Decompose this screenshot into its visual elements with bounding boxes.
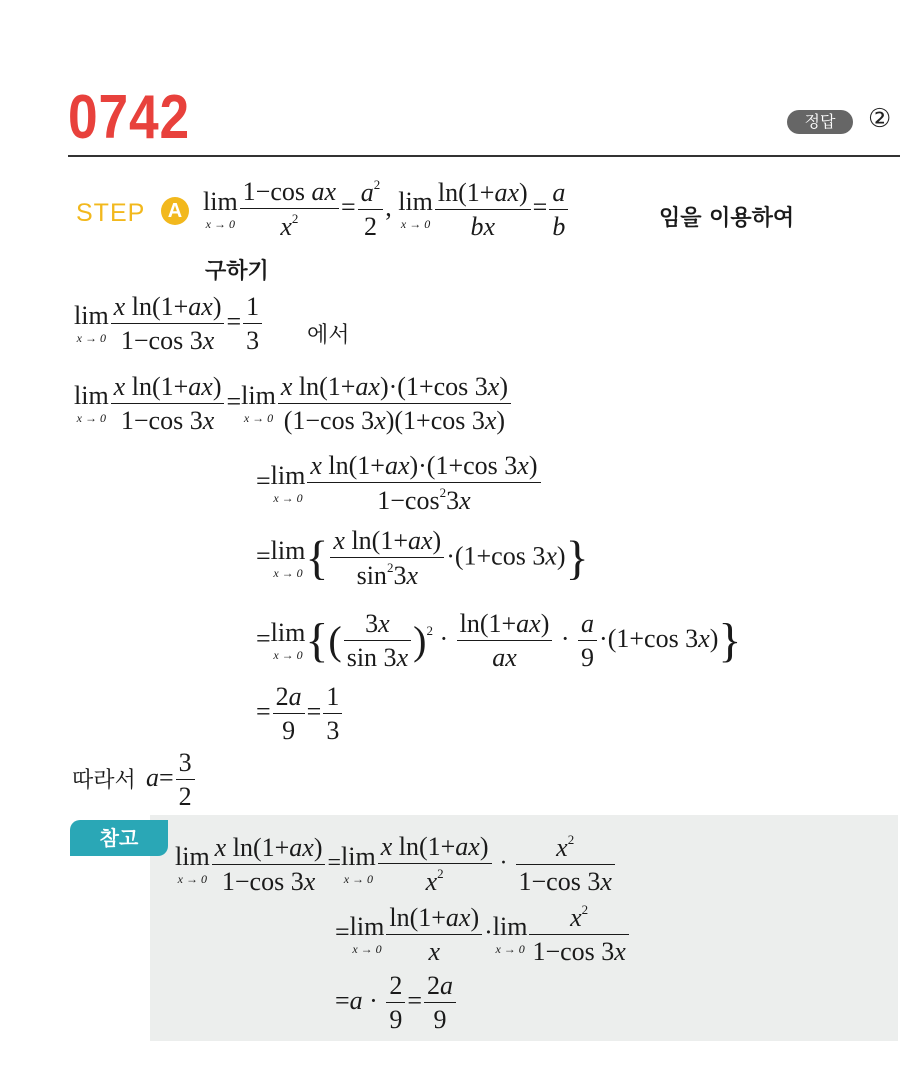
given-equation: lim x → 0 $\frac{\text{x ln(1+ax)}}{1-\cos 3x}$ = $\frac{1}{3}$: [74, 293, 264, 355]
derivation-line-2: = lim x → 0 $\frac{\text{x ln(1+ax)·(1+cos 3x)}}{1-\cos^23x}$: [256, 452, 543, 515]
note-line-2: = lim x → 0 $\frac{\ln(1+ax)}{x}$ · lim x → 0 $\frac{x^2}{1-\cos 3x}$: [335, 903, 631, 966]
derivation-line-4: = lim x → 0 {( $\frac{3x}{\sin 3x}$ )$^2$ · $\frac{\ln(1+ax)}{ax}$ · $\frac{a}{9}$ ·(1+cos 3x)}: [256, 609, 742, 673]
derivation-line-1: lim x → 0 $\frac{\text{x ln(1+ax)}}{1-\cos 3x}$ = lim x → 0 $\frac{\text{x ln(1+ax)·(1+cos 3x)}}{(1-\cos 3x)(1+\cos 3x)}$: [74, 373, 513, 435]
problem-number: 0742: [68, 83, 191, 152]
conclusion-equation: a= $\frac{3}{2}$: [146, 749, 197, 811]
note-tab: 참고: [70, 820, 168, 856]
answer-badge: 정답: [787, 110, 853, 134]
step-title-suffix: 임을 이용하여: [659, 206, 795, 231]
step-label: STEP: [76, 199, 146, 227]
header-divider: [68, 155, 900, 157]
note-line-1: lim x → 0 $\frac{\text{x ln(1+ax)}}{1-\cos 3x}$ = lim x → 0 $\frac{\text{x ln(1+ax)}}{x^2}$ · $\frac{x^2}{1-\cos 3x}$: [175, 833, 617, 896]
answer-value: ②: [868, 104, 892, 134]
step-letter-badge: A: [161, 197, 189, 225]
note-line-3: =a · $\frac{2}{9}$ = $\frac{2a}{9}$: [335, 972, 458, 1034]
derivation-line-5: = $\frac{2a}{9}$ = $\frac{1}{3}$: [256, 683, 344, 745]
step-formula: lim x → 0 $\frac{\text{1−cos ax}}{x^2}$ = $\frac{a^2}{2}$ , lim x → 0 $\frac{\ln(1+ax)}{bx}$ = $\frac{a}{b}$: [203, 178, 570, 241]
step-title-line2: 구하기: [205, 259, 269, 284]
derivation-line-3: = lim x → 0 { $\frac{\text{x ln(1+ax)}}{\sin^23x}$ ·(1+cos 3x)}: [256, 526, 589, 591]
given-suffix: 에서: [307, 323, 350, 348]
conclusion-prefix: 따라서: [72, 768, 136, 793]
